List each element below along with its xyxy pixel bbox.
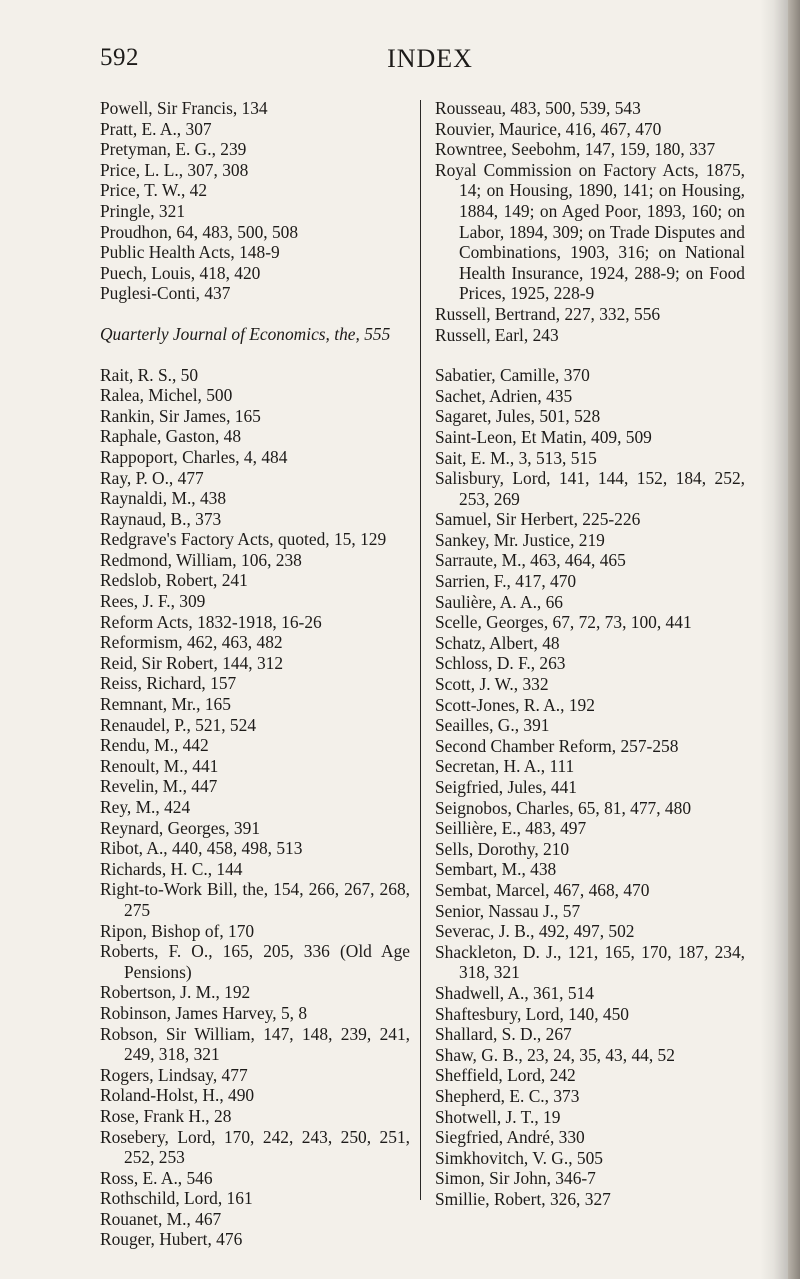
index-entry: Shaw, G. B., 23, 24, 35, 43, 44, 52 (435, 1044, 675, 1065)
index-entry: Severac, J. B., 492, 497, 502 (435, 921, 635, 942)
index-entry: Roberts, F. O., 165, 205, 336 (Old Age Pensions) (100, 941, 410, 982)
index-entry: Shotwell, J. T., 19 (435, 1106, 561, 1127)
index-entry: Ray, P. O., 477 (100, 467, 204, 488)
index-entry: Seigfried, Jules, 441 (435, 777, 578, 797)
letter-group-gap (100, 345, 410, 365)
index-entry: Remnant, Mr., 165 (100, 694, 231, 715)
index-entry: Sarraute, M., 463, 464, 465 (435, 550, 626, 571)
index-entry: Redgrave's Factory Acts, quoted, 15, 129 (100, 529, 387, 550)
index-entry: Simon, Sir John, 346-7 (435, 1168, 596, 1189)
index-entry: Shackleton, D. J., 121, 165, 170, 187, 234, 318, 321 (435, 941, 745, 983)
index-entry: Seillière, E., 483, 497 (435, 818, 587, 839)
index-entry: Proudhon, 64, 483, 500, 508 (100, 221, 299, 242)
index-entry: Secretan, H. A., 111 (435, 756, 575, 777)
index-entry: Public Health Acts, 148-9 (100, 242, 280, 263)
index-entry: Redmond, William, 106, 238 (100, 549, 302, 570)
index-entry: Saint-Leon, Et Matin, 409, 509 (435, 426, 652, 447)
running-head: INDEX (387, 44, 473, 73)
index-entry: Russell, Earl, 243 (435, 324, 559, 345)
index-entry: Rendu, M., 442 (100, 735, 209, 756)
index-entry: Rousseau, 483, 500, 539, 543 (435, 98, 641, 118)
index-entry: Roland-Holst, H., 490 (100, 1085, 255, 1106)
index-entry: Sachet, Adrien, 435 (435, 385, 573, 406)
index-entry: Right-to-Work Bill, the, 154, 266, 267, 268, 275 (100, 879, 410, 920)
index-entry: Scott-Jones, R. A., 192 (435, 694, 595, 715)
index-entry: Raynaud, B., 373 (100, 508, 222, 529)
index-entry: Ribot, A., 440, 458, 498, 513 (100, 838, 303, 859)
index-entry: Schloss, D. F., 263 (435, 653, 566, 674)
index-entry: Shallard, S. D., 267 (435, 1024, 572, 1045)
index-column-left (100, 98, 410, 1250)
index-entry: Redslob, Robert, 241 (100, 570, 248, 591)
index-entry: Price, T. W., 42 (100, 180, 208, 201)
index-entry: Ripon, Bishop of, 170 (100, 920, 255, 941)
index-entry: Sembart, M., 438 (435, 859, 557, 880)
index-entry: Seignobos, Charles, 65, 81, 477, 480 (435, 797, 692, 818)
column-divider (420, 100, 421, 1200)
index-entry: Sagaret, Jules, 501, 528 (435, 406, 601, 427)
page-header (0, 44, 800, 84)
index-entry: Smillie, Robert, 326, 327 (435, 1188, 611, 1209)
index-entry-journal: Quarterly Journal of Economics, the, 555 (100, 323, 391, 344)
index-entry: Rouanet, M., 467 (100, 1208, 222, 1229)
index-entry: Second Chamber Reform, 257-258 (435, 735, 679, 756)
index-entry: Renoult, M., 441 (100, 755, 219, 776)
index-entry: Rothschild, Lord, 161 (100, 1188, 253, 1209)
index-entry: Samuel, Sir Herbert, 225-226 (435, 509, 641, 530)
index-entry: Rouvier, Maurice, 416, 467, 470 (435, 118, 662, 139)
index-entry: Ross, E. A., 546 (100, 1167, 213, 1188)
index-entry: Rey, M., 424 (100, 797, 191, 817)
index-entry: Sembat, Marcel, 467, 468, 470 (435, 879, 650, 900)
index-entry: Rouger, Hubert, 476 (100, 1229, 243, 1250)
letter-group-gap (435, 345, 745, 365)
index-entry: Rappoport, Charles, 4, 484 (100, 446, 288, 467)
index-entry: Rankin, Sir James, 165 (100, 405, 261, 426)
index-entry: Scott, J. W., 332 (435, 674, 549, 695)
index-entry: Pringle, 321 (100, 200, 186, 221)
index-entry: Shepherd, E. C., 373 (435, 1085, 580, 1106)
index-entry: Senior, Nassau J., 57 (435, 900, 581, 921)
index-entry: Robertson, J. M., 192 (100, 982, 251, 1003)
index-entry: Reform Acts, 1832-1918, 16-26 (100, 611, 322, 632)
index-entry: Sarrien, F., 417, 470 (435, 571, 577, 592)
index-entry: Reid, Sir Robert, 144, 312 (100, 652, 284, 673)
index-entry: Schatz, Albert, 48 (435, 632, 560, 653)
index-entry: Raynaldi, M., 438 (100, 488, 227, 509)
index-entry: Scelle, Georges, 67, 72, 73, 100, 441 (435, 612, 692, 633)
index-entry: Pretyman, E. G., 239 (100, 139, 247, 160)
index-column-right (435, 98, 745, 1209)
index-entry: Saulière, A. A., 66 (435, 591, 564, 612)
index-entry: Powell, Sir Francis, 134 (100, 98, 268, 118)
index-entry: Puglesi-Conti, 437 (100, 283, 231, 304)
index-entry: Reformism, 462, 463, 482 (100, 632, 283, 653)
index-entry: Siegfried, André, 330 (435, 1127, 585, 1148)
index-entry: Rosebery, Lord, 170, 242, 243, 250, 251, 252, 253 (100, 1126, 410, 1168)
letter-group-gap (100, 304, 410, 324)
index-entry: Sait, E. M., 3, 513, 515 (435, 447, 597, 468)
index-entry: Russell, Bertrand, 227, 332, 556 (435, 303, 661, 324)
index-entry: Rogers, Lindsay, 477 (100, 1064, 248, 1085)
index-entry: Rait, R. S., 50 (100, 364, 199, 385)
index-entry: Sheffield, Lord, 242 (435, 1065, 576, 1086)
index-entry: Royal Commission on Factory Acts, 1875, 14; on Housing, 1890, 141; on Housing, 1884, 149; on Aged Poor, 1893, 160; on Labor, 1894, 309; on Trade Disputes and Combinations, 1903, 316; on National Health Insurance, 1924, 288-9; on Food Prices, 1925, 228-9 (435, 159, 745, 304)
index-entry: Pratt, E. A., 307 (100, 118, 212, 139)
index-entry: Renaudel, P., 521, 524 (100, 714, 257, 735)
index-entry: Shadwell, A., 361, 514 (435, 982, 594, 1003)
index-entry: Rowntree, Seebohm, 147, 159, 180, 337 (435, 139, 716, 160)
index-entry: Sankey, Mr. Justice, 219 (435, 529, 605, 550)
index-entry: Price, L. L., 307, 308 (100, 159, 249, 180)
index-entry: Shaftesbury, Lord, 140, 450 (435, 1003, 630, 1024)
index-entry: Rees, J. F., 309 (100, 591, 206, 612)
index-entry: Sells, Dorothy, 210 (435, 838, 570, 859)
index-entry: Richards, H. C., 144 (100, 858, 243, 879)
index-entry: Sabatier, Camille, 370 (435, 365, 590, 386)
book-binding-edge (788, 0, 800, 1279)
index-entry: Seailles, G., 391 (435, 715, 550, 736)
index-entry: Salisbury, Lord, 141, 144, 152, 184, 252, 253, 269 (435, 468, 745, 509)
index-entry: Robinson, James Harvey, 5, 8 (100, 1002, 308, 1023)
index-entry: Reynard, Georges, 391 (100, 817, 261, 838)
index-entry: Revelin, M., 447 (100, 776, 218, 797)
index-entry: Reiss, Richard, 157 (100, 673, 237, 694)
index-entry: Ralea, Michel, 500 (100, 385, 233, 406)
index-entry: Simkhovitch, V. G., 505 (435, 1147, 603, 1168)
index-entry: Robson, Sir William, 147, 148, 239, 241, 249, 318, 321 (100, 1023, 410, 1065)
index-entry: Rose, Frank H., 28 (100, 1105, 232, 1126)
page-number: 592 (100, 44, 139, 71)
index-entry: Raphale, Gaston, 48 (100, 426, 242, 447)
index-entry: Puech, Louis, 418, 420 (100, 262, 261, 283)
